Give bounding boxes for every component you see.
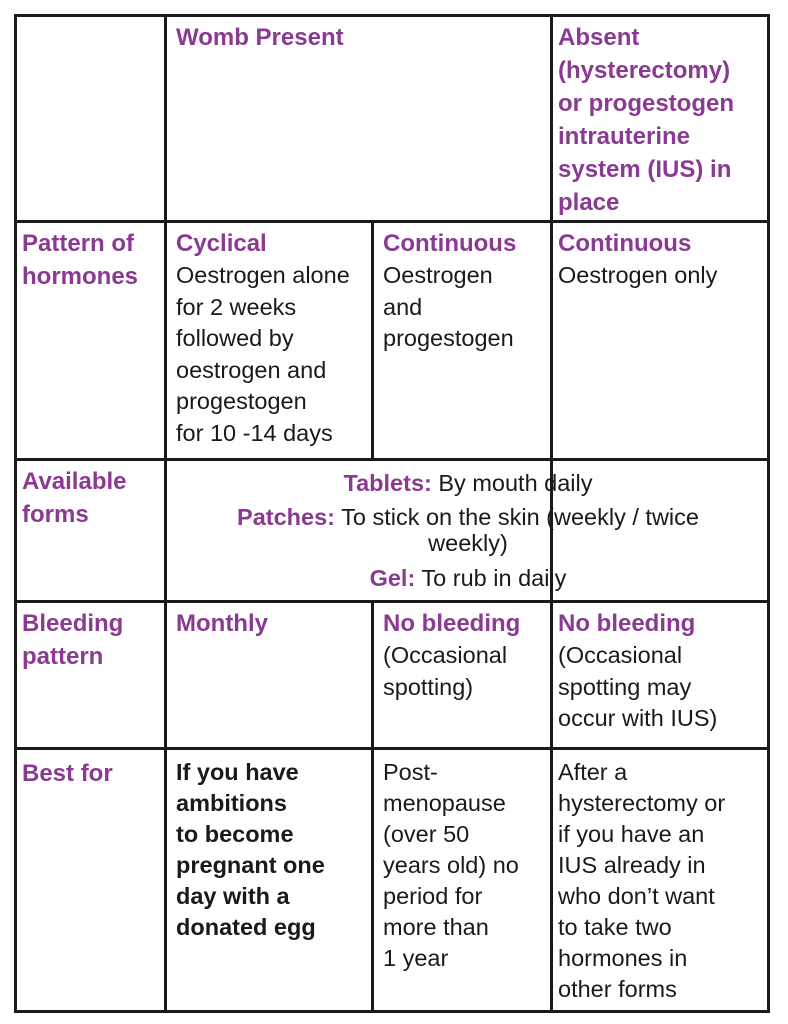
- text-line: After a: [558, 759, 628, 785]
- cell-best-absent: [558, 757, 770, 1005]
- text-line: other forms: [558, 976, 677, 1002]
- cell-text: Oestrogen only: [558, 262, 718, 288]
- forms-patches-text-line2: weekly): [428, 530, 508, 556]
- text-line: if you have an: [558, 821, 705, 847]
- header-absent-line: system (IUS) in: [558, 156, 732, 183]
- cell-text: [176, 260, 372, 449]
- row-label-line: Available: [22, 468, 127, 495]
- header-womb-absent: [558, 21, 770, 219]
- row-label-pattern: [22, 227, 162, 293]
- row-divider: [17, 458, 767, 461]
- cell-forms: [169, 467, 767, 594]
- row-label-line: hormones: [22, 263, 139, 290]
- forms-tablets-text: By mouth daily: [438, 470, 593, 496]
- cell-pattern-cyclical: [176, 227, 372, 449]
- text-line: IUS already in: [558, 852, 706, 878]
- cell-title: No bleeding: [558, 610, 696, 637]
- text-line: hormones in: [558, 945, 688, 971]
- cell-pattern-continuous: [383, 227, 551, 355]
- text-line: period for: [383, 883, 483, 909]
- header-absent-line: intrauterine: [558, 123, 691, 150]
- text-line: progestogen: [176, 388, 307, 414]
- row-label-best-for: [22, 757, 162, 790]
- text-line: (Occasional: [558, 642, 683, 668]
- row-label-forms: [22, 465, 162, 531]
- text-line: progestogen: [383, 325, 514, 351]
- text-line: Oestrogen alone: [176, 262, 350, 288]
- text-line: (Occasional: [383, 642, 508, 668]
- cell-text: [383, 640, 551, 703]
- text-line: spotting may: [558, 673, 692, 700]
- text-line: more than: [383, 914, 489, 940]
- forms-tablets-label: Tablets:: [343, 470, 432, 496]
- text-line: menopause: [383, 790, 506, 816]
- cell-title: Continuous: [383, 230, 517, 257]
- forms-patches: [169, 504, 767, 556]
- cell-best-continuous: [383, 757, 551, 974]
- row-label-bleeding: [22, 607, 162, 673]
- text-line: to take two: [558, 914, 672, 940]
- column-divider: [164, 17, 167, 1010]
- row-divider: [17, 747, 767, 750]
- text-line: (over 50: [383, 821, 470, 847]
- cell-bleeding-absent: [558, 607, 770, 735]
- text-line: 1 year: [383, 945, 449, 971]
- text-line: who don’t want: [558, 883, 715, 909]
- header-womb-present-text: Womb Present: [176, 24, 344, 51]
- text-line: pregnant one: [176, 852, 325, 878]
- text-line: If you have: [176, 759, 299, 785]
- forms-gel-label: Gel:: [369, 565, 416, 591]
- header-absent-line: Absent: [558, 24, 640, 51]
- hrt-comparison-table: [14, 14, 770, 1013]
- text-line: for 10 -14 days: [176, 419, 333, 446]
- row-label-line: Pattern of: [22, 230, 135, 257]
- text-line: years old) no: [383, 852, 519, 878]
- text-line: Oestrogen: [383, 262, 493, 288]
- text-line: Post-: [383, 759, 438, 785]
- header-absent-line: or progestogen: [558, 90, 735, 117]
- text-line: and: [383, 293, 423, 320]
- cell-title: Continuous: [558, 230, 692, 257]
- header-absent-line: place: [558, 189, 620, 216]
- cell-text: [383, 260, 551, 355]
- row-label-line: forms: [22, 501, 89, 528]
- forms-patches-text: To stick on the skin (weekly / twice: [341, 504, 699, 530]
- row-label-line: Bleeding: [22, 610, 124, 637]
- header-womb-present: [176, 21, 546, 54]
- forms-gel: [169, 562, 767, 594]
- text-line: day with a: [176, 883, 290, 909]
- text-line: for 2 weeks: [176, 293, 297, 320]
- cell-bleeding-continuous: [383, 607, 551, 703]
- cell-title: No bleeding: [383, 610, 521, 637]
- forms-patches-label: Patches:: [237, 504, 335, 530]
- cell-title: Cyclical: [176, 230, 267, 257]
- text-line: to become: [176, 821, 294, 847]
- text-line: spotting): [383, 673, 474, 700]
- cell-text: [558, 640, 770, 735]
- text-line: donated egg: [176, 914, 316, 940]
- header-absent-line: (hysterectomy): [558, 57, 731, 84]
- cell-bleeding-cyclical: [176, 607, 372, 640]
- row-label-line: Best for: [22, 760, 113, 787]
- text-line: ambitions: [176, 790, 287, 816]
- row-label-line: pattern: [22, 643, 104, 670]
- row-divider: [17, 600, 767, 603]
- row-divider: [17, 220, 767, 223]
- forms-gel-text: To rub in daily: [421, 565, 567, 591]
- text-line: followed by: [176, 325, 294, 351]
- text-line: oestrogen and: [176, 356, 327, 383]
- cell-best-cyclical: [176, 757, 372, 943]
- cell-pattern-absent: [558, 227, 770, 292]
- text-line: occur with IUS): [558, 705, 718, 731]
- forms-tablets: [169, 467, 767, 499]
- text-line: hysterectomy or: [558, 790, 726, 816]
- cell-title: Monthly: [176, 610, 268, 637]
